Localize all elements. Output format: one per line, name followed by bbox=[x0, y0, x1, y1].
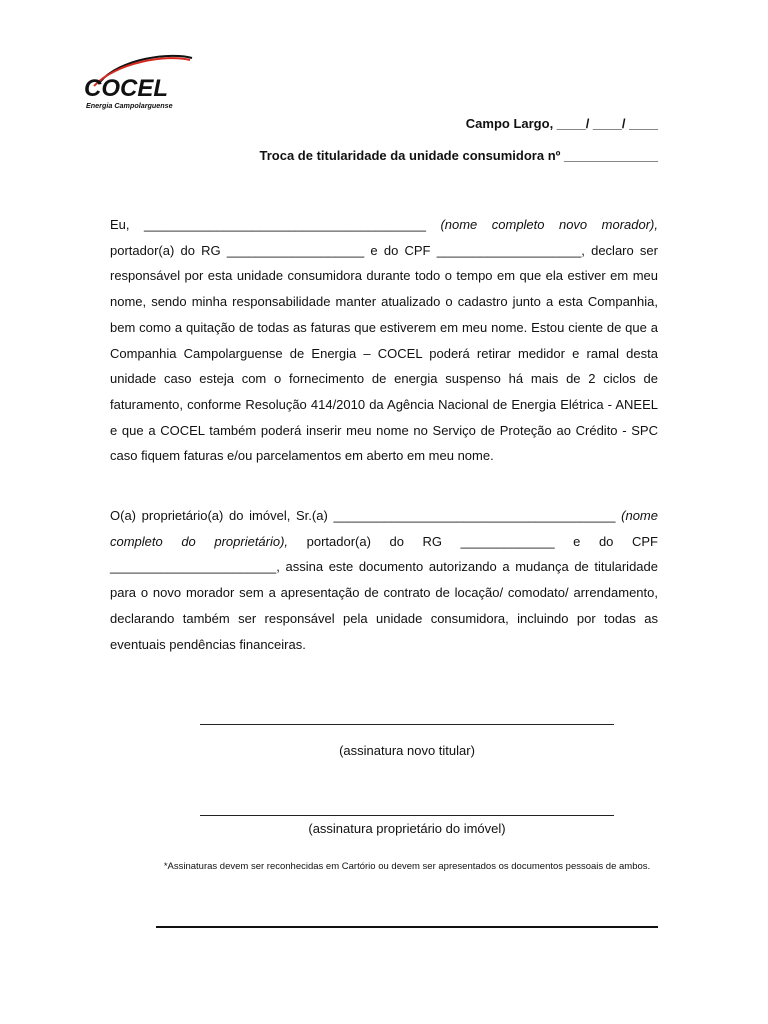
owner-authorization-paragraph bbox=[110, 503, 658, 657]
declaration-start: Eu, _______________________________________ bbox=[110, 217, 441, 232]
bottom-rule bbox=[156, 926, 658, 928]
logo-tagline: Energia Campolarguense bbox=[86, 101, 173, 110]
cocel-logo bbox=[80, 52, 198, 118]
owner-start: O(a) proprietário(a) do imóvel, Sr.(a) _______________________________________ bbox=[110, 508, 622, 523]
new-holder-signature-line bbox=[200, 724, 614, 725]
document-title: Troca de titularidade da unidade consumidora nº _____________ bbox=[259, 148, 658, 163]
date-line: Campo Largo, ____/ ____/ ____ bbox=[465, 116, 658, 131]
owner-signature-label: (assinatura proprietário do imóvel) bbox=[308, 821, 506, 836]
signature-footnote: *Assinaturas devem ser reconhecidas em Cartório ou devem ser apresentados os documentos pessoais de ambos. bbox=[163, 861, 651, 872]
owner-body: portador(a) do RG _____________ e do CPF _______________________, assina este documento autorizando a mudança de titularidade para o novo morador sem a apresentação de contrato de locação/ comodato/ arrendamento, declarando também ser responsável pela unidade consumidora, incluindo por todas as eventuais pendências financeiras. bbox=[110, 533, 658, 652]
cocel-logo-graphic bbox=[80, 52, 198, 118]
owner-name-hint: (nome completo do proprietário), bbox=[110, 508, 658, 549]
declaration-body: portador(a) do RG ___________________ e do CPF ____________________, declaro ser responsável por esta unidade consumidora durante todo o tempo em que ela estiver em meu nome, sendo minha responsabilidade manter atualizado o cadastro junto a esta Companhia, bem como a quitação de todas as faturas que estiverem em meu nome. Estou ciente de que a Companhia Campolarguense de Energia – COCEL poderá retirar medidor e ramal desta unidade caso esteja com o fornecimento de energia suspenso há mais de 2 ciclos de faturamento, conforme Resolução 414/2010 da Agência Nacional de Energia Elétrica - ANEEL e que a COCEL também poderá inserir meu nome no Serviço de Proteção ao Crédito - SPC caso fiquem faturas e/ou parcelamentos em aberto em meu nome. bbox=[110, 242, 658, 464]
logo-brand: COCEL bbox=[84, 75, 168, 102]
declaration-paragraph bbox=[110, 212, 658, 469]
new-resident-name-hint: (nome completo novo morador), bbox=[440, 217, 658, 232]
owner-signature-line bbox=[200, 815, 614, 816]
new-holder-signature-label: (assinatura novo titular) bbox=[339, 743, 475, 758]
